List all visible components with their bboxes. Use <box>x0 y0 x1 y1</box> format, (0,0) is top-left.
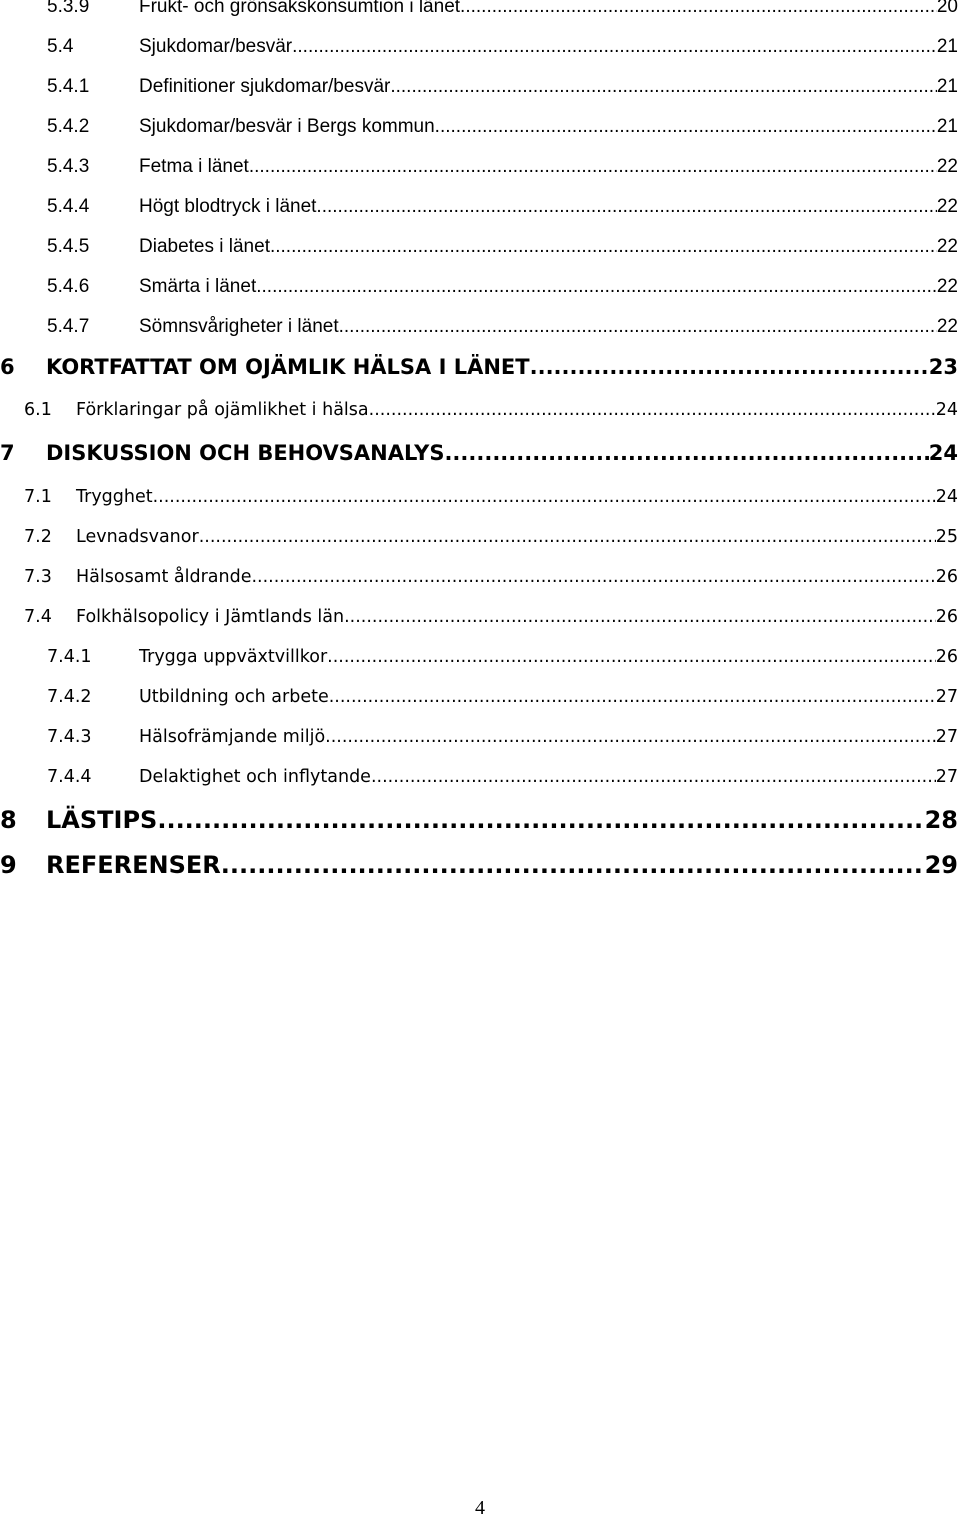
dot-leader <box>327 647 936 667</box>
toc-entry-title: KORTFATTAT OM OJÄMLIK HÄLSA I LÄNET <box>46 355 530 379</box>
toc-entry-page: 22 <box>936 316 958 337</box>
toc-entry-7-4-3[interactable] <box>0 727 960 753</box>
toc-entry-5-3-9[interactable] <box>0 0 960 22</box>
toc-entry-number: 9 <box>0 851 17 879</box>
toc-entry-number: 7.3 <box>24 567 52 587</box>
dot-leader <box>157 806 924 834</box>
toc-entry-number: 7.4.2 <box>47 687 92 707</box>
toc-entry-title: Hälsosamt åldrande <box>76 567 252 587</box>
toc-entry-5-4-6[interactable] <box>0 276 960 302</box>
dot-leader <box>329 687 936 707</box>
dot-leader <box>221 851 925 879</box>
dot-leader <box>249 156 937 178</box>
toc-entry-number: 6 <box>0 355 15 379</box>
toc-entry-title: Smärta i länet <box>139 276 257 297</box>
toc-entry-5-4-3[interactable] <box>0 156 960 182</box>
toc-entry-page: 27 <box>935 687 958 707</box>
toc-entry-title: Frukt- och grönsakskonsumtion i länet <box>139 0 461 17</box>
toc-entry-number: 7.4.4 <box>47 767 92 787</box>
toc-entry-page: 21 <box>936 76 958 97</box>
toc-entry-5-4[interactable] <box>0 36 960 62</box>
toc-entry-title: Fetma i länet <box>139 156 249 177</box>
toc-entry-title: Delaktighet och inflytande <box>139 767 371 787</box>
toc-entry-number: 7 <box>0 441 15 465</box>
dot-leader <box>325 727 936 747</box>
toc-entry-title: Definitioner sjukdomar/besvär <box>139 76 391 97</box>
toc-entry-7-4-1[interactable] <box>0 647 960 673</box>
toc-entry-page: 22 <box>936 156 958 177</box>
toc-entry-page: 26 <box>935 647 958 667</box>
toc-entry-page: 24 <box>935 400 958 420</box>
toc-entry-page: 25 <box>935 527 958 547</box>
dot-leader <box>199 527 936 547</box>
toc-entry-number: 5.4 <box>47 36 74 57</box>
dot-leader <box>390 76 937 98</box>
dot-leader <box>344 607 936 627</box>
toc-entry-7[interactable] <box>0 441 960 471</box>
dot-leader <box>460 0 937 18</box>
toc-entry-5-4-5[interactable] <box>0 236 960 262</box>
toc-entry-title: Sjukdomar/besvär i Bergs kommun <box>139 116 435 137</box>
toc-entry-page: 21 <box>936 116 958 137</box>
dot-leader <box>292 36 937 58</box>
dot-leader <box>371 767 936 787</box>
toc-entry-page: 27 <box>935 767 958 787</box>
toc-entry-6-1[interactable] <box>0 400 960 426</box>
toc-entry-7-1[interactable] <box>0 487 960 513</box>
toc-entry-number: 7.2 <box>24 527 52 547</box>
toc-entry-title: Levnadsvanor <box>76 527 199 547</box>
toc-entry-7-2[interactable] <box>0 527 960 553</box>
toc-entry-5-4-7[interactable] <box>0 316 960 342</box>
toc-entry-page: 20 <box>936 0 958 17</box>
toc-entry-title: Diabetes i länet <box>139 236 270 257</box>
toc-entry-5-4-1[interactable] <box>0 76 960 102</box>
dot-leader <box>339 316 937 338</box>
toc-entry-6[interactable] <box>0 355 960 385</box>
toc-entry-7-4[interactable] <box>0 607 960 633</box>
page-number: 4 <box>475 1497 485 1519</box>
toc-entry-page: 24 <box>928 441 958 465</box>
toc-entry-number: 5.4.6 <box>47 276 90 297</box>
toc-entry-page: 26 <box>935 567 958 587</box>
toc-entry-5-4-4[interactable] <box>0 196 960 222</box>
toc-entry-page: 24 <box>935 487 958 507</box>
toc-entry-5-4-2[interactable] <box>0 116 960 142</box>
toc-entry-page: 27 <box>935 727 958 747</box>
toc-entry-title: DISKUSSION OCH BEHOVSANALYS <box>46 441 445 465</box>
dot-leader <box>530 355 929 379</box>
toc-entry-page: 22 <box>936 236 958 257</box>
dot-leader <box>369 400 936 420</box>
toc-entry-page: 28 <box>924 806 958 834</box>
toc-entry-title: REFERENSER <box>46 851 221 879</box>
toc-entry-number: 5.4.5 <box>47 236 90 257</box>
toc-entry-title: Trygga uppväxtvillkor <box>139 647 328 667</box>
toc-entry-number: 5.4.2 <box>47 116 90 137</box>
toc-entry-page: 26 <box>935 607 958 627</box>
toc-entry-title: Högt blodtryck i länet <box>139 196 317 217</box>
toc-entry-title: LÄSTIPS <box>46 806 158 834</box>
dot-leader <box>444 441 928 465</box>
toc-entry-number: 5.4.7 <box>47 316 90 337</box>
toc-entry-number: 7.4 <box>24 607 52 627</box>
toc-entry-9[interactable] <box>0 851 960 881</box>
toc-entry-8[interactable] <box>0 806 960 836</box>
toc-entry-title: Sjukdomar/besvär <box>139 36 293 57</box>
dot-leader <box>256 276 937 298</box>
toc-entry-page: 29 <box>924 851 958 879</box>
toc-entry-number: 5.4.3 <box>47 156 90 177</box>
toc-entry-number: 5.4.1 <box>47 76 90 97</box>
dot-leader <box>435 116 937 138</box>
dot-leader <box>251 567 935 587</box>
toc-entry-page: 21 <box>936 36 958 57</box>
toc-entry-page: 22 <box>936 276 958 297</box>
toc-entry-number: 7.1 <box>24 487 52 507</box>
toc-entry-title: Förklaringar på ojämlikhet i hälsa <box>76 400 369 420</box>
toc-entry-title: Folkhälsopolicy i Jämtlands län <box>76 607 345 627</box>
toc-entry-number: 5.4.4 <box>47 196 90 217</box>
toc-entry-number: 7.4.1 <box>47 647 92 667</box>
toc-entry-page: 22 <box>936 196 958 217</box>
dot-leader <box>316 196 936 218</box>
toc-entry-title: Sömnsvårigheter i länet <box>139 316 339 337</box>
toc-entry-number: 6.1 <box>24 400 52 420</box>
toc-entry-title: Utbildning och arbete <box>139 687 329 707</box>
toc-entry-number: 8 <box>0 806 17 834</box>
toc-entry-page: 23 <box>928 355 958 379</box>
toc-entry-number: 7.4.3 <box>47 727 92 747</box>
dot-leader <box>153 487 936 507</box>
toc-entry-title: Hälsofrämjande miljö <box>139 727 326 747</box>
toc-entry-7-4-2[interactable] <box>0 687 960 713</box>
toc-entry-number: 5.3.9 <box>47 0 90 17</box>
dot-leader <box>270 236 937 258</box>
toc-entry-7-4-4[interactable] <box>0 767 960 793</box>
toc-entry-title: Trygghet <box>76 487 153 507</box>
toc-entry-7-3[interactable] <box>0 567 960 593</box>
